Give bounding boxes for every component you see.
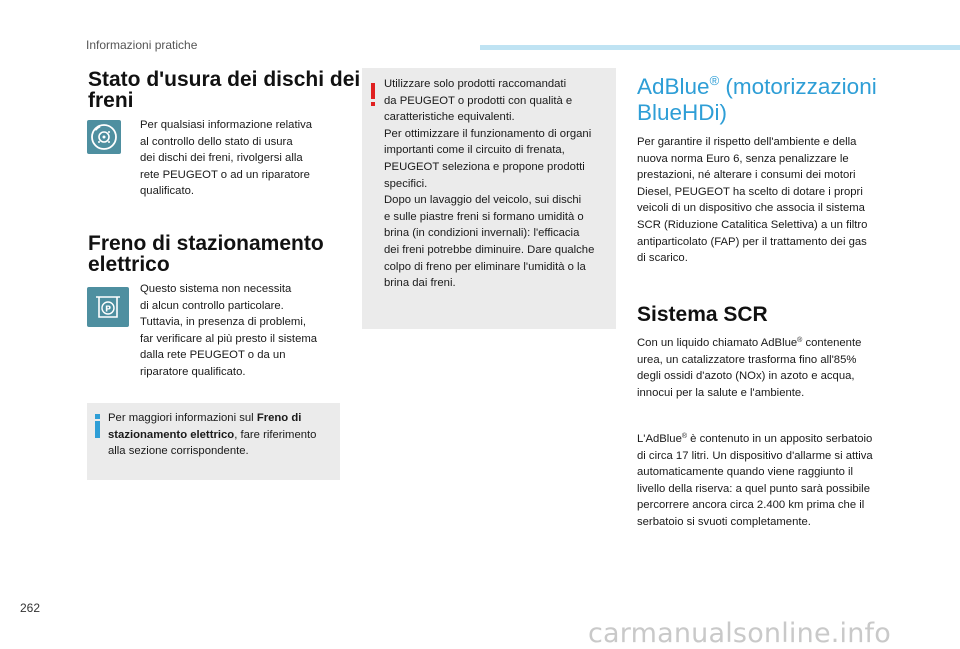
scr-title: Sistema SCR <box>637 303 768 326</box>
watermark: carmanualsonline.info <box>588 618 891 649</box>
info-note-box <box>87 403 340 480</box>
scr-paragraph-2: L'AdBlue® è contenuto in un apposito serbatoio di circa 17 litri. Un dispositivo d'allarme si attiva automaticamente quando viene raggiunto il livello della riserva: a quel punto sarà possibile percorrere ancora circa 2.400 km prima che il serbatoio si svuoti completamente. <box>637 433 873 528</box>
parking-brake-icon <box>87 287 129 327</box>
brake-discs-text: Per qualsiasi informazione relativa al controllo dello stato di usura dei dischi dei freni, rivolgersi alla rete PEUGEOT o ad un riparatore qualificato. <box>140 119 313 198</box>
warning-note-text: Utilizzare solo prodotti raccomandati da PEUGEOT o prodotti con qualità e caratteristiche equivalenti. Per ottimizzare il funzionamento di organi importanti come il circuito di frenata, PEUGEOT seleziona e propone prodotti specifici. Dopo un lavaggio del veicolo, sui dischi e sulle piastre freni si formano umidità o brina (in condizioni invernali): l'efficacia dei freni potrebbe diminuire. Dare qualche colpo di freno per eliminare l'umidità o la brina dai freni. <box>384 78 595 290</box>
warning-icon <box>371 83 375 107</box>
svg-text:P: P <box>105 304 111 314</box>
page-number: 262 <box>20 601 41 615</box>
info-note-text: Per maggiori informazioni sul Freno di stazionamento elettrico, fare riferimento alla sezione corrispondente. <box>108 412 317 458</box>
parking-brake-text: Questo sistema non necessita di alcun controllo particolare. Tuttavia, in presenza di problemi, far verificare al più presto il sistema dalla rete PEUGEOT o da un riparatore qualificato. <box>140 283 318 378</box>
parking-brake-title: Freno di stazionamento elettrico <box>88 232 324 276</box>
brake-disc-icon <box>87 120 121 154</box>
section-header: Informazioni pratiche <box>86 38 198 52</box>
adblue-title: AdBlue® (motorizzazioni BlueHDi) <box>637 73 877 125</box>
scr-paragraph-1: Con un liquido chiamato AdBlue® contenente urea, un catalizzatore trasforma fino all'85% degli ossidi d'azoto (NOx) in azoto e acqua, innocui per la salute e l'ambiente. <box>637 337 862 399</box>
header-accent-bar <box>480 45 960 50</box>
brake-discs-title: Stato d'usura dei dischi dei freni <box>88 68 361 112</box>
warning-note-box <box>362 68 616 329</box>
adblue-text: Per garantire il rispetto dell'ambiente e della nuova norma Euro 6, senza penalizzare le prestazioni, né alterare i consumi dei motori Diesel, PEUGEOT ha scelto di dotare i propri veicoli di un dispositivo che associa il sistema SCR (Riduzione Catalitica Selettiva) a un filtro antiparticolato (FAP) per il trattamento dei gas di scarico. <box>637 136 868 265</box>
info-icon <box>95 414 100 438</box>
